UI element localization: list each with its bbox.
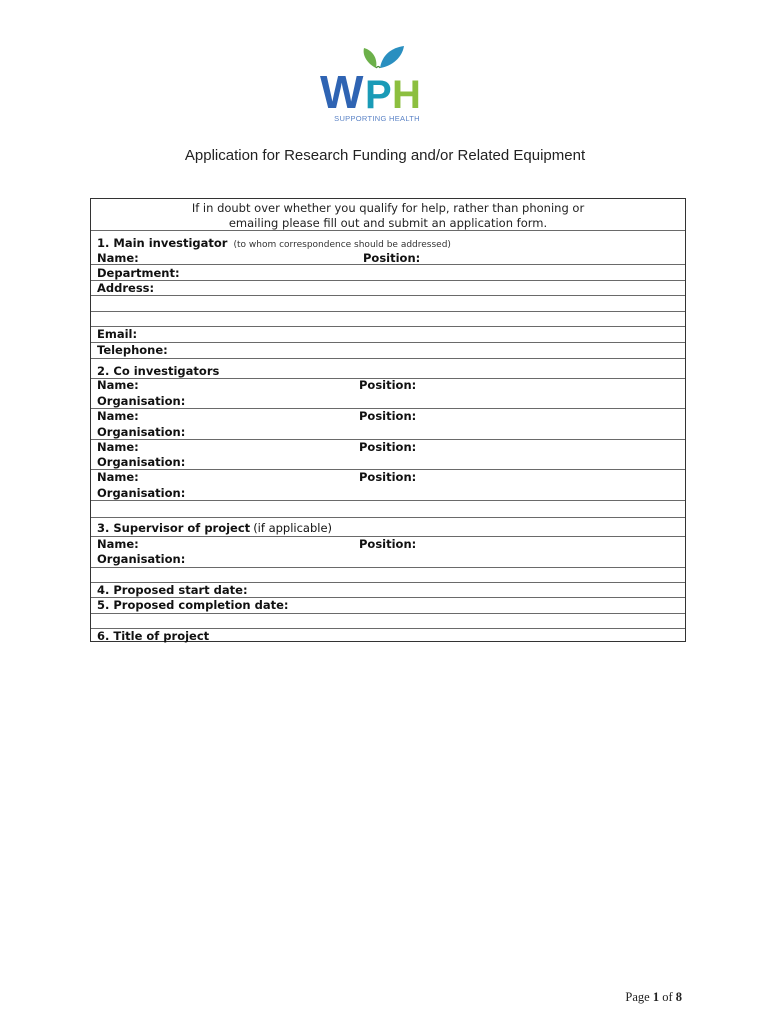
co-investigator-4-name-row[interactable] xyxy=(97,470,679,485)
section3-note: (if applicable) xyxy=(253,521,333,535)
co-investigator-3-name-row[interactable] xyxy=(97,440,679,455)
co-investigator-4-organisation-label: Organisation: xyxy=(97,486,186,500)
co-investigator-2-organisation-label: Organisation: xyxy=(97,425,186,439)
page-word: Page xyxy=(625,990,650,1004)
intro-line-2: emailing please fill out and submit an application form. xyxy=(228,216,548,230)
document-title: Application for Research Funding and/or Related Equipment xyxy=(184,147,586,164)
section1-note: (to whom correspondence should be addressed) xyxy=(233,240,451,250)
co-investigator-2-position-label: Position: xyxy=(359,409,417,423)
project-title-label: 6. Title of project xyxy=(97,629,210,643)
co-investigator-2-name-row[interactable] xyxy=(97,409,679,424)
email-label: Email: xyxy=(97,327,138,341)
section1-heading: 1. Main investigator xyxy=(97,236,228,250)
main-investigator-position-label: Position: xyxy=(363,251,421,265)
department-label: Department: xyxy=(97,266,180,280)
leaf-left-icon xyxy=(364,48,377,68)
co-investigator-1-position-label: Position: xyxy=(359,378,417,392)
intro-text xyxy=(91,201,685,231)
page-number xyxy=(625,990,682,1005)
co-investigator-3-name-label: Name: xyxy=(97,440,139,454)
address-label: Address: xyxy=(97,281,155,295)
co-investigator-3-organisation-row[interactable] xyxy=(97,455,679,470)
department-row[interactable] xyxy=(97,266,679,281)
application-form xyxy=(90,198,686,642)
start-date-label: 4. Proposed start date: xyxy=(97,583,248,597)
co-investigator-1-organisation-row[interactable] xyxy=(97,394,679,409)
supervisor-name-row[interactable] xyxy=(97,537,679,552)
supervisor-organisation-row[interactable] xyxy=(97,552,679,567)
section3-heading: 3. Supervisor of project xyxy=(97,521,251,535)
completion-date-label: 5. Proposed completion date: xyxy=(97,598,289,612)
project-title-row[interactable] xyxy=(97,629,679,644)
co-investigator-3-position-label: Position: xyxy=(359,440,417,454)
logo-tagline: SUPPORTING HEALTH xyxy=(334,114,420,123)
telephone-label: Telephone: xyxy=(97,343,168,357)
section2-heading: 2. Co investigators xyxy=(97,364,220,378)
of-word: of xyxy=(662,990,673,1004)
supervisor-position-label: Position: xyxy=(359,537,417,551)
co-investigator-1-organisation-label: Organisation: xyxy=(97,394,186,408)
email-row[interactable] xyxy=(97,327,679,342)
co-investigator-4-organisation-row[interactable] xyxy=(97,486,679,501)
logo-letter-p: P xyxy=(365,73,392,117)
supervisor-name-label: Name: xyxy=(97,537,139,551)
co-investigator-3-organisation-label: Organisation: xyxy=(97,455,186,469)
co-investigator-4-name-label: Name: xyxy=(97,470,139,484)
address-row[interactable] xyxy=(97,281,679,296)
start-date-row[interactable] xyxy=(97,583,679,598)
co-investigator-1-name-label: Name: xyxy=(97,378,139,392)
section1-heading-row xyxy=(97,236,679,251)
leaf-right-icon xyxy=(380,46,404,68)
co-investigator-1-name-row[interactable] xyxy=(97,378,679,393)
completion-date-row[interactable] xyxy=(97,598,679,613)
intro-line-1: If in doubt over whether you qualify for help, rather than phoning or xyxy=(191,201,585,215)
co-investigator-2-organisation-row[interactable] xyxy=(97,425,679,440)
telephone-row[interactable] xyxy=(97,343,679,358)
section3-heading-row xyxy=(97,521,679,536)
page-total: 8 xyxy=(675,990,682,1004)
page-current: 1 xyxy=(652,990,660,1004)
co-investigator-2-name-label: Name: xyxy=(97,409,139,423)
main-investigator-name-label: Name: xyxy=(97,251,139,265)
logo-letter-h: H xyxy=(392,73,421,117)
co-investigator-4-position-label: Position: xyxy=(359,470,417,484)
logo-letter-w: W xyxy=(320,66,364,118)
supervisor-organisation-label: Organisation: xyxy=(97,552,186,566)
